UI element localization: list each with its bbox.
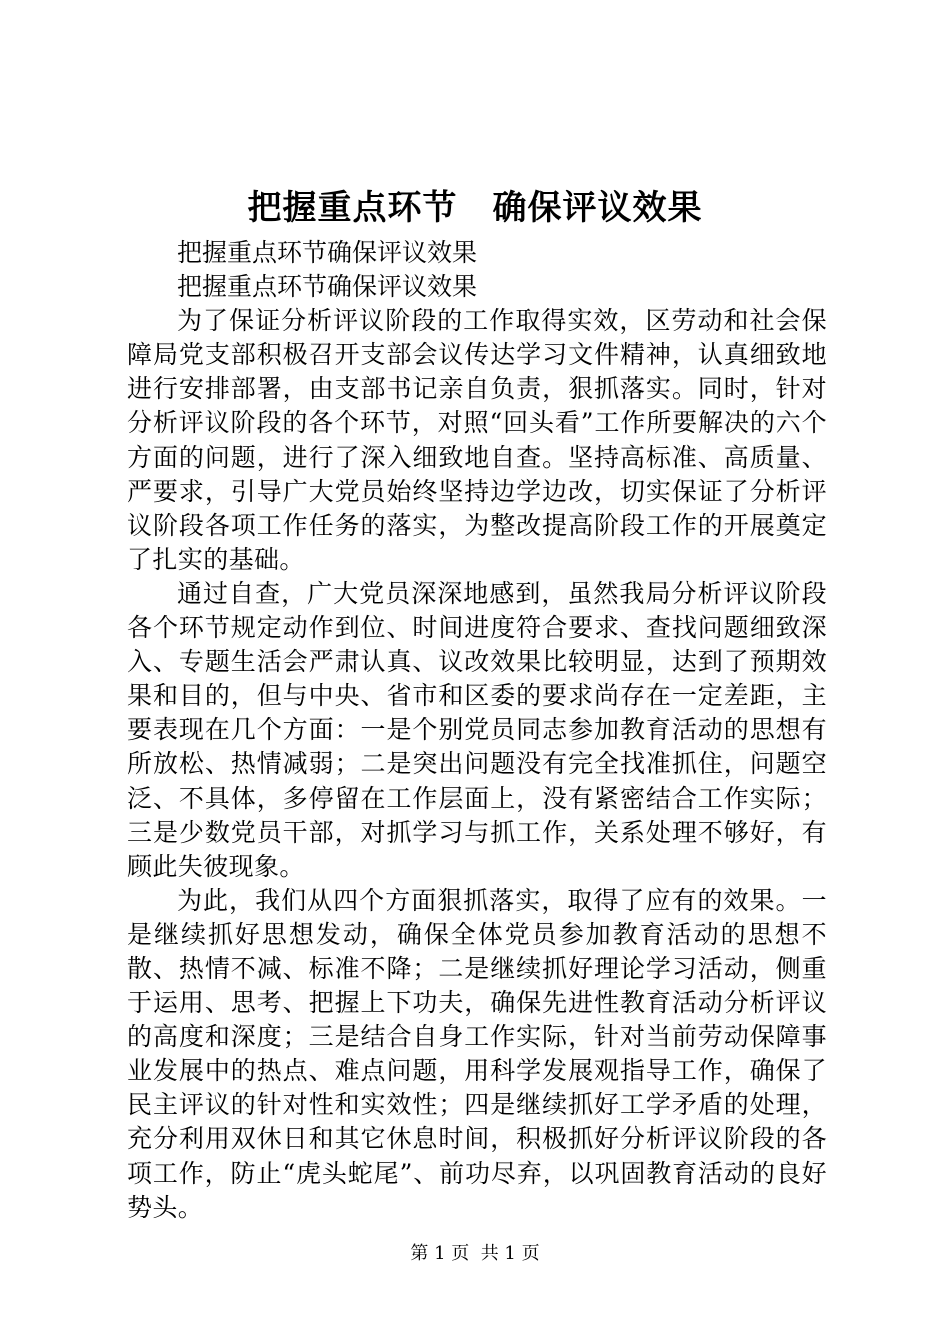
body-paragraph: 为此，我们从四个方面狠抓落实，取得了应有的效果。一是继续抓好思想发动，确保全体党员参加教育活动的思想不散、热情不减、标准不降；二是继续抓好理论学习活动，侧重于运用、思考、把握上下功夫，确保先进性教育活动分析评议的高度和深度；三是结合自身工作实际，针对当前劳动保障事业发展中的热点、难点问题，用科学发展观指导工作，确保了民主评议的针对性和实效性；四是继续抓好工学矛盾的处理，充分利用双休日和其它休息时间，积极抓好分析评议阶段的各项工作，防止“虎头蛇尾”、前功尽弃，以巩固教育活动的良好势头。: [127, 885, 827, 1222]
document-title: 把握重点环节 确保评议效果: [247, 188, 703, 228]
body-paragraph: 通过自查，广大党员深深地感到，虽然我局分析评议阶段各个环节规定动作到位、时间进度符合要求、查找问题细致深入、专题生活会严肃认真、议改效果比较明显，达到了预期效果和目的，但与中央、省市和区委的要求尚存在一定差距，主要表现在几个方面：一是个别党员同志参加教育活动的思想有所放松、热情减弱；二是突出问题没有完全找准抓住，问题空泛、不具体，多停留在工作层面上，没有紧密结合工作实际；三是少数党员干部，对抓学习与抓工作，关系处理不够好，有顾此失彼现象。: [127, 578, 827, 881]
subtitle-line: 把握重点环节确保评议效果: [177, 238, 478, 267]
document-body: [127, 236, 827, 1225]
subtitle-line: 把握重点环节确保评议效果: [177, 272, 478, 302]
body-paragraph: 为了保证分析评议阶段的工作取得实效，区劳动和社会保障局党支部积极召开支部会议传达学习文件精神，认真细致地进行安排部署，由支部书记亲自负责，狠抓落实。同时，针对分析评议阶段的各个环节，对照“回头看”工作所要解决的六个方面的问题，进行了深入细致地自查。坚持高标准、高质量、严要求，引导广大党员始终坚持边学边改，切实保证了分析评议阶段各项工作任务的落实，为整改提高阶段工作的开展奠定了扎实的基础。: [127, 306, 827, 574]
page-number-footer: 第 1 页 共 1 页: [410, 1243, 540, 1264]
